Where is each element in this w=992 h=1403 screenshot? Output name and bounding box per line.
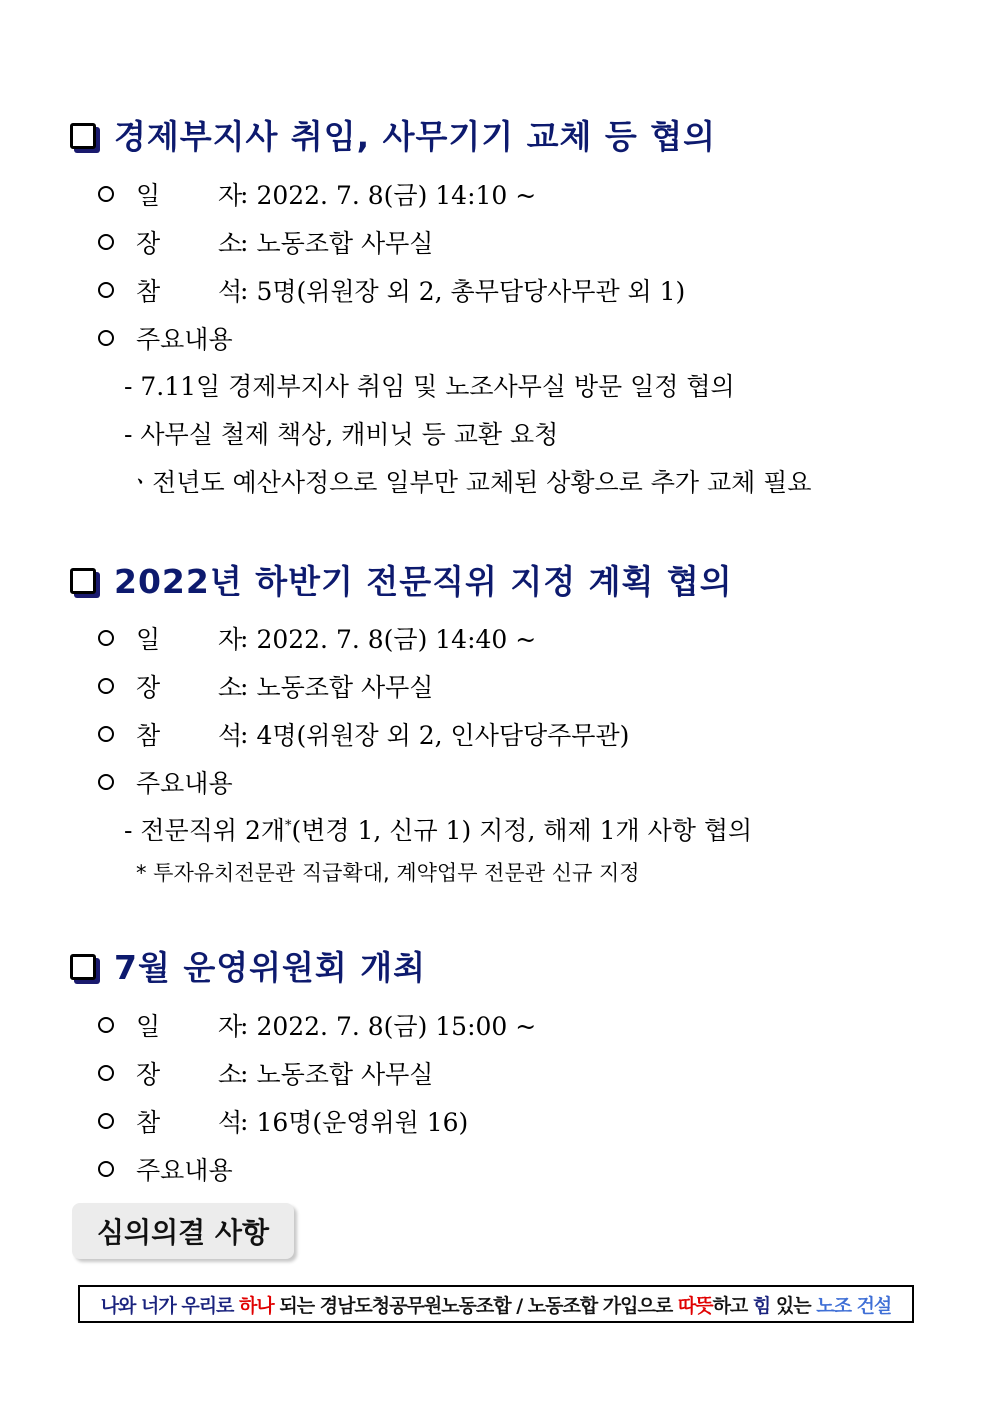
list-item: ㆍ전년도 예산사정으로 일부만 교체된 상황으로 추가 교체 필요: [128, 468, 812, 497]
list-item-text: (변경 1, 신규 1) 지정, 해제 1개 사항 협의: [291, 816, 753, 845]
section-2-heading: [70, 559, 733, 599]
circle-bullet-icon: [98, 630, 114, 646]
date-row: 일 자 : 2022. 7. 8(금) 14:40 ~: [98, 620, 536, 656]
slogan-part: 하나: [239, 1294, 274, 1317]
attend-row: 참 석 : 5명(위원장 외 2, 총무담당사무관 외 1): [98, 272, 685, 308]
circle-bullet-icon: [98, 1161, 114, 1177]
attend-value: 16명(운영위원 16): [256, 1108, 469, 1137]
label-char: 소: [218, 1060, 243, 1089]
label-char: 일: [136, 1012, 161, 1041]
list-item: - 7.11일 경제부지사 취임 및 노조사무실 방문 일정 협의: [124, 372, 735, 401]
section-1-heading: [70, 114, 716, 154]
slogan-part: 되는 경남도청공무원노동조합 / 노동조합 가입으로: [279, 1294, 673, 1317]
attend-value: 5명(위원장 외 2, 총무담당사무관 외 1): [256, 277, 686, 306]
circle-bullet-icon: [98, 678, 114, 694]
place-row: 장 소 : 노동조합 사무실: [98, 224, 433, 260]
date-row: 일 자 : 2022. 7. 8(금) 15:00 ~: [98, 1007, 536, 1043]
footer-slogan: [78, 1285, 914, 1323]
label-char: 일: [136, 625, 161, 654]
circle-bullet-icon: [98, 1065, 114, 1081]
date-row: 일 자 : 2022. 7. 8(금) 14:10 ~: [98, 176, 536, 212]
slogan-part: 힘: [752, 1294, 771, 1317]
circle-bullet-icon: [98, 186, 114, 202]
slogan-part: 따뜻: [677, 1294, 713, 1317]
label-char: 장: [136, 1060, 161, 1089]
section-2-title: 2022년 하반기 전문직위 지정 계획 협의: [114, 561, 733, 601]
content-label: 주요내용: [136, 769, 233, 798]
label-char: 장: [136, 673, 161, 702]
section-1-title: 경제부지사 취임, 사무기기 교체 등 협의: [114, 116, 717, 156]
label-char: 참: [136, 721, 161, 750]
circle-bullet-icon: [98, 282, 114, 298]
checkbox-square-icon: [70, 954, 96, 980]
place-row: 장 소 : 노동조합 사무실: [98, 1055, 433, 1091]
checkbox-square-icon: [70, 123, 96, 149]
checkbox-square-icon: [70, 568, 96, 594]
deliberation-chip: 심의의결 사항: [72, 1203, 294, 1259]
label-char: 일: [136, 181, 161, 210]
date-value: 2022. 7. 8(금) 14:10 ~: [256, 181, 537, 210]
list-item-text: - 전문직위 2개: [124, 816, 285, 845]
attend-row: 참 석 : 4명(위원장 외 2, 인사담당주무관): [98, 716, 629, 752]
circle-bullet-icon: [98, 1017, 114, 1033]
list-item: - 사무실 철제 책상, 캐비닛 등 교환 요청: [124, 420, 559, 449]
circle-bullet-icon: [98, 774, 114, 790]
section-3-heading: [70, 945, 426, 985]
slogan-part: 하고: [712, 1294, 748, 1317]
circle-bullet-icon: [98, 330, 114, 346]
date-value: 2022. 7. 8(금) 15:00 ~: [256, 1012, 537, 1041]
label-char: 참: [136, 1108, 161, 1137]
slogan-part: 나와 너가 우리로: [100, 1294, 234, 1317]
place-value: 노동조합 사무실: [256, 673, 434, 702]
place-value: 노동조합 사무실: [256, 229, 434, 258]
label-char: 자: [218, 181, 243, 210]
label-char: 석: [218, 1108, 243, 1137]
list-item: [124, 811, 752, 847]
circle-bullet-icon: [98, 1113, 114, 1129]
label-char: 자: [218, 625, 243, 654]
circle-bullet-icon: [98, 726, 114, 742]
circle-bullet-icon: [98, 234, 114, 250]
footnote: * 투자유치전문관 직급확대, 계약업무 전문관 신규 지정: [136, 861, 640, 885]
label-char: 소: [218, 673, 243, 702]
attend-row: 참 석 : 16명(운영위원 16): [98, 1103, 468, 1139]
date-value: 2022. 7. 8(금) 14:40 ~: [256, 625, 537, 654]
label-char: 석: [218, 277, 243, 306]
content-label: 주요내용: [136, 325, 233, 354]
place-value: 노동조합 사무실: [256, 1060, 434, 1089]
place-row: 장 소 : 노동조합 사무실: [98, 668, 433, 704]
slogan-part: 있는: [775, 1294, 811, 1317]
label-char: 참: [136, 277, 161, 306]
label-char: 장: [136, 229, 161, 258]
label-char: 자: [218, 1012, 243, 1041]
content-label: 주요내용: [136, 1156, 233, 1185]
label-char: 소: [218, 229, 243, 258]
content-row: [98, 764, 233, 800]
section-3-title: 7월 운영위원회 개최: [114, 947, 426, 987]
footnote-marker: *: [285, 818, 292, 834]
attend-value: 4명(위원장 외 2, 인사담당주무관): [256, 721, 630, 750]
label-char: 석: [218, 721, 243, 750]
content-row: [98, 1151, 233, 1187]
content-row: [98, 320, 233, 356]
slogan-part: 노조 건설: [816, 1294, 892, 1317]
